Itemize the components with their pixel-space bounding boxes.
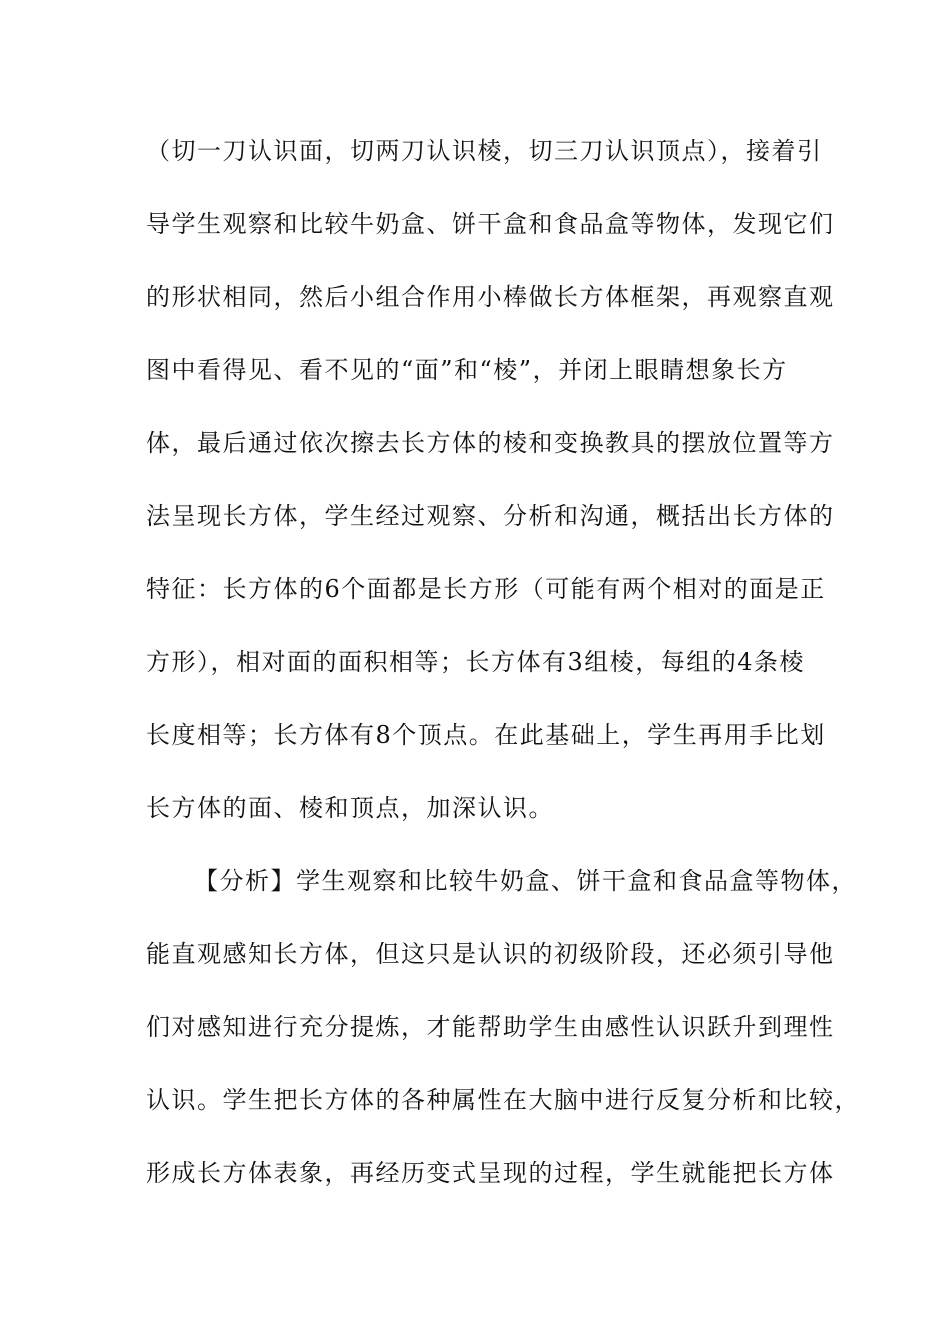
paragraph-line-5: 体，最后通过依次擦去长方体的棱和变换教具的摆放位置等方 xyxy=(146,429,835,457)
analysis-line-3: 们对感知进行充分提炼，才能帮助学生由感性认识跃升到理性 xyxy=(146,1013,835,1041)
paragraph-line-1: （切一刀认识面，切两刀认识棱，切三刀认识顶点），接着引 xyxy=(146,137,823,165)
paragraph-line-6: 法呈现长方体，学生经过观察、分析和沟通，概括出长方体的 xyxy=(146,502,835,530)
paragraph-line-2: 导学生观察和比较牛奶盒、饼干盒和食品盒等物体，发现它们 xyxy=(146,210,835,238)
analysis-line-5: 形成长方体表象，再经历变式呈现的过程，学生就能把长方体 xyxy=(146,1159,835,1187)
analysis-line-4: 认识。学生把长方体的各种属性在大脑中进行反复分析和比较， xyxy=(146,1086,860,1114)
paragraph-line-3: 的形状相同，然后小组合作用小棒做长方体框架，再观察直观 xyxy=(146,283,835,311)
analysis-line-2: 能直观感知长方体，但这只是认识的初级阶段，还必须引导他 xyxy=(146,940,835,968)
paragraph-line-7: 特征：长方体的6个面都是长方形（可能有两个相对的面是正 xyxy=(146,575,826,603)
paragraph-line-8: 方形），相对面的面积相等；长方体有3组棱，每组的4条棱 xyxy=(146,648,806,676)
paragraph-line-9: 长度相等；长方体有8个顶点。在此基础上，学生再用手比划 xyxy=(146,721,826,749)
analysis-line-1: 【分析】学生观察和比较牛奶盒、饼干盒和食品盒等物体， xyxy=(194,867,857,895)
paragraph-line-4: 图中看得见、看不见的“面”和“棱”，并闭上眼睛想象长方 xyxy=(146,356,788,384)
paragraph-line-10: 长方体的面、棱和顶点，加深认识。 xyxy=(146,794,554,822)
